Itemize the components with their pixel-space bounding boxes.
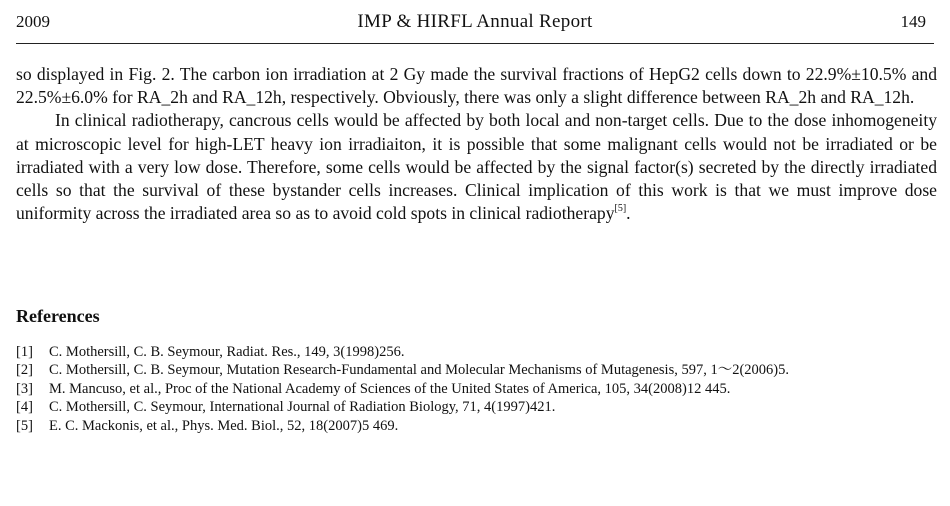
paragraph-2-text: In clinical radiotherapy, cancrous cells would be affected by both local and non-target cells. Due to the dose inhomogeneity at microscopic level for high-LET heavy ion irradiaiton, it is possible that some malignant cells would not be irradiated or be irradiated with a very low dose. Therefore, some cells would be affected by the signal factor(s) secreted by the directly irradiated cells so that the survival of these bystander cells increases. Clinical implication of this work is that we must improve dose uniformity across the irradiated area so as to avoid cold spots in clinical radiotherapy	[16, 110, 937, 224]
reference-number: [2]	[16, 362, 33, 379]
body-text	[16, 63, 937, 225]
page-header	[16, 0, 934, 44]
header-year: 2009	[16, 12, 50, 31]
paragraph-2-end: .	[626, 203, 631, 224]
reference-text: E. C. Mackonis, et al., Phys. Med. Biol., 52, 18(2007)5 469.	[49, 417, 399, 434]
reference-number: [3]	[16, 380, 33, 397]
references-list	[16, 343, 937, 435]
reference-number: [1]	[16, 344, 33, 360]
reference-text: C. Mothersill, C. B. Seymour, Mutation Research-Fundamental and Molecular Mechanisms of Mutagenesis, 597, 1～2(2006)5.	[49, 362, 790, 379]
reference-number: [5]	[16, 417, 33, 434]
reference-item	[16, 417, 937, 435]
reference-text: C. Mothersill, C. Seymour, International Journal of Radiation Biology, 71, 4(1997)421.	[49, 399, 556, 416]
reference-item	[16, 361, 937, 379]
reference-number: [4]	[16, 399, 33, 416]
reference-text: C. Mothersill, C. B. Seymour, Radiat. Res., 149, 3(1998)256.	[49, 344, 405, 360]
paragraph-2	[16, 109, 937, 225]
header-title: IMP & HIRFL Annual Report	[357, 11, 593, 32]
reference-item	[16, 343, 937, 361]
references-heading: References	[16, 306, 100, 326]
reference-item	[16, 380, 937, 398]
header-page-number: 149	[900, 12, 926, 31]
citation-link[interactable]: [5]	[614, 203, 627, 215]
paragraph-1: so displayed in Fig. 2. The carbon ion irradiation at 2 Gy made the survival fractions of HepG2 cells down to 22.9%±10.5% and 22.5%±6.0% for RA_2h and RA_12h, respectively. Obviously, there was only a slight difference between RA_2h and RA_12h.	[16, 64, 937, 108]
reference-item	[16, 398, 937, 416]
reference-text: M. Mancuso, et al., Proc of the National Academy of Sciences of the United States of America, 105, 34(2008)12 445.	[49, 380, 731, 397]
